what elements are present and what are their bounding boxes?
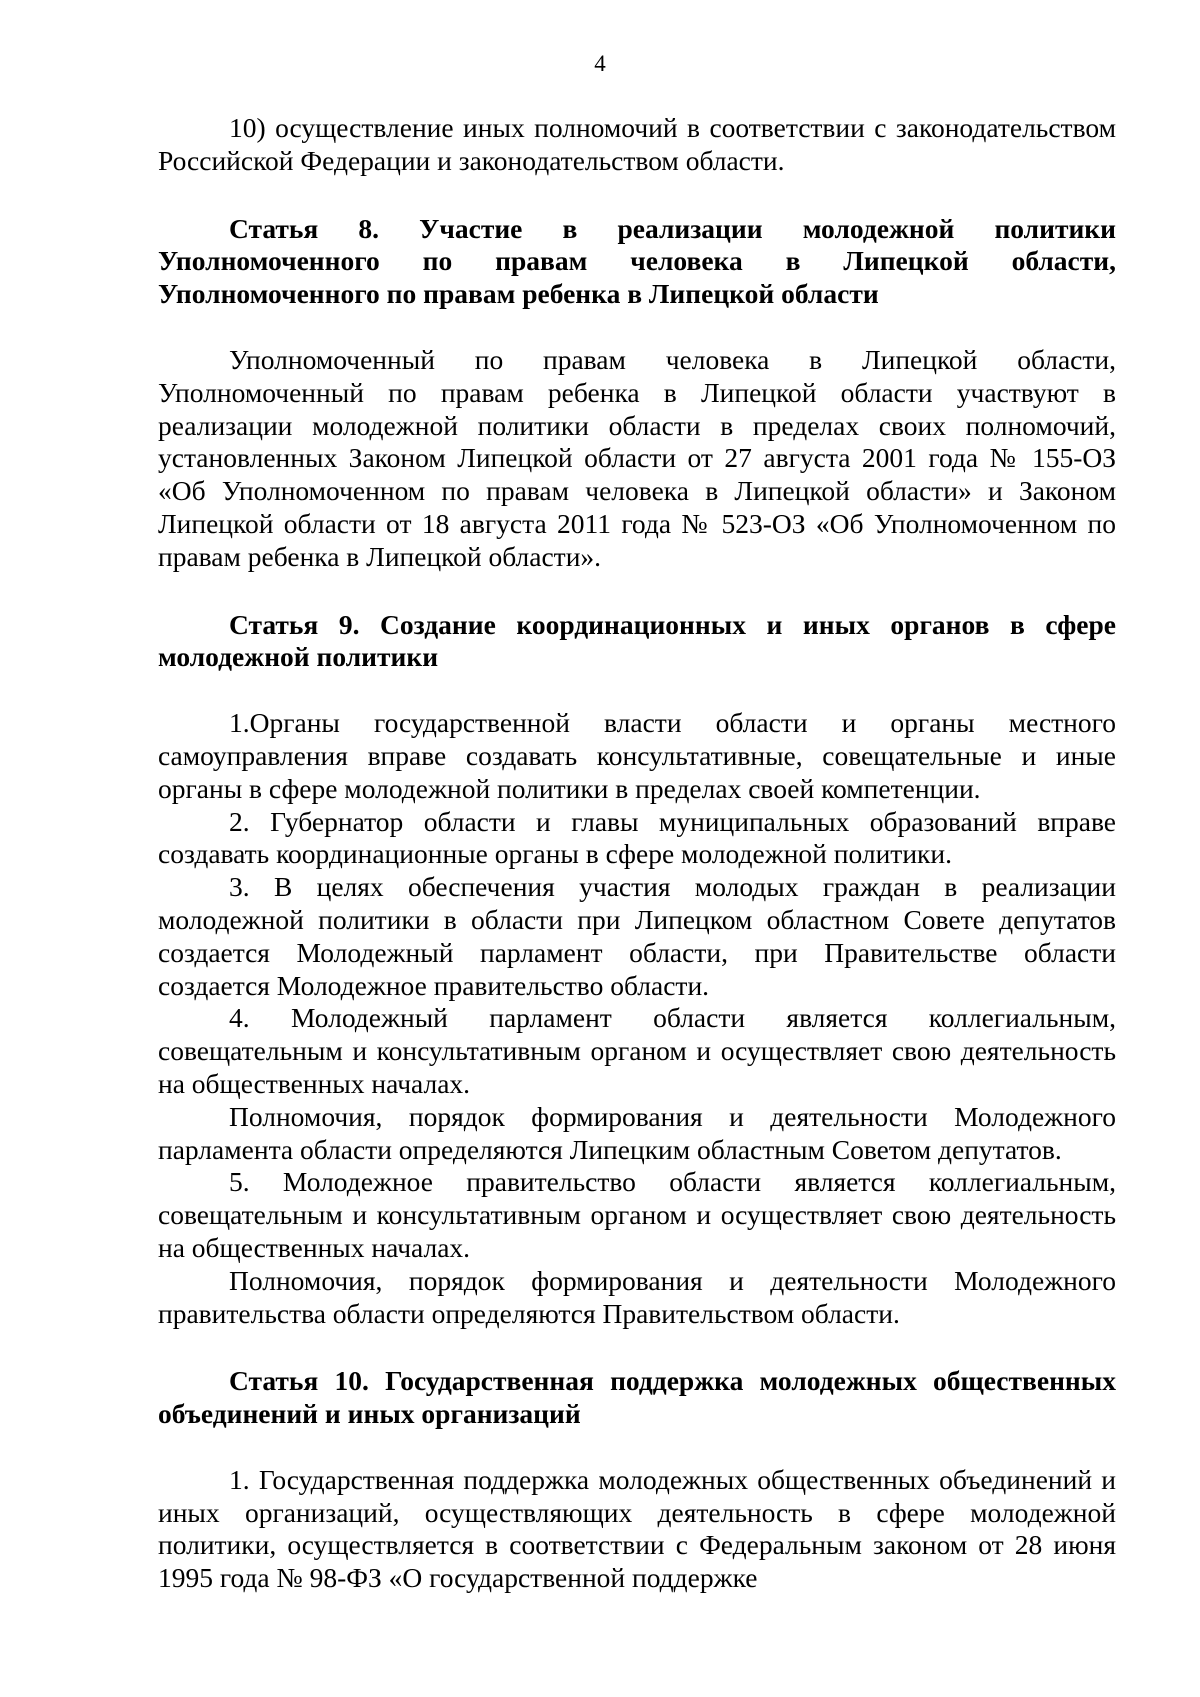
article-8-paragraph: Уполномоченный по правам человека в Липецкой области, Уполномоченный по правам ребенка в Липецкой области участвуют в реализации молодежной политики области в пределах своих полномочий, установленных Законом Липецкой области от 27 августа 2001 года № 155-ОЗ «Об Уполномоченном по правам человека в Липецкой области» и Законом Липецкой области от 18 августа 2011 года № 523-ОЗ «Об Уполномоченном по правам ребенка в Липецкой области». [158,343,1116,572]
article-10-heading: Статья 10. Государственная поддержка молодежных общественных объединений и иных организаций [158,1365,1116,1430]
article-9-paragraph-7: Полномочия, порядок формирования и деятельности Молодежного правительства области определяются Правительством области. [158,1264,1116,1329]
article-9-paragraph-3: 3. В целях обеспечения участия молодых граждан в реализации молодежной политики в области при Липецком областном Совете депутатов создается Молодежный парламент области, при Правительстве области создается Молодежное правительство области. [158,871,1116,1001]
article-9-heading: Статья 9. Создание координационных и иных органов в сфере молодежной политики [158,608,1116,673]
article-9-paragraph-6: 5. Молодежное правительство области является коллегиальным, совещательным и консультативным органом и осуществляет свою деятельность на общественных началах. [158,1166,1116,1263]
article-9-paragraph-1: 1.Органы государственной власти области и органы местного самоуправления вправе создавать консультативные, совещательные и иные органы в сфере молодежной политики в пределах своей компетенции. [158,707,1116,804]
article-10-paragraph-1: 1. Государственная поддержка молодежных общественных объединений и иных организаций, осуществляющих деятельность в сфере молодежной политики, осуществляется в соответствии с Федеральным законом от 28 июня 1995 года № 98-ФЗ «О государственной поддержке [158,1463,1116,1594]
article-9-paragraph-5: Полномочия, порядок формирования и деятельности Молодежного парламента области определяются Липецким областным Советом депутатов. [158,1100,1116,1165]
article-9-paragraph-2: 2. Губернатор области и главы муниципальных образований вправе создавать координационные органы в сфере молодежной политики. [158,805,1116,870]
document-body [158,112,1116,1595]
article-9-paragraph-4: 4. Молодежный парламент области является коллегиальным, совещательным и консультативным органом и осуществляет свою деятельность на общественных началах. [158,1002,1116,1099]
page-number: 4 [594,51,606,76]
article-8-heading: Статья 8. Участие в реализации молодежной политики Уполномоченного по правам человека в Липецкой области, Уполномоченного по правам ребенка в Липецкой области [158,212,1116,310]
paragraph-item-10: 10) осуществление иных полномочий в соответствии с законодательством Российской Федерации и законодательством области. [158,112,1116,176]
